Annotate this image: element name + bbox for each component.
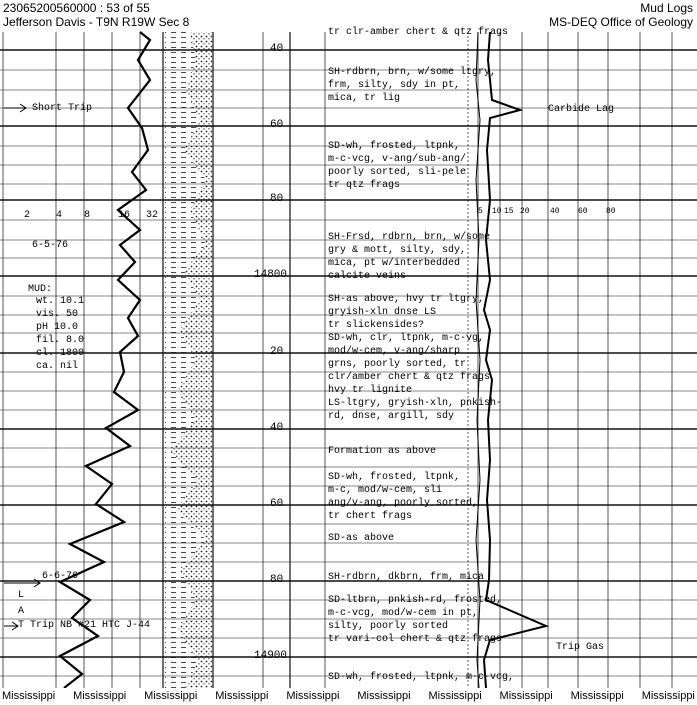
date-note: 6-5-76: [32, 240, 69, 251]
mark-l: L: [18, 590, 25, 601]
lith-line: SD-ltbrn, pnkish-rd, frosted,: [328, 595, 503, 606]
lith-line: tr vari-col chert & qtz frags: [328, 634, 503, 645]
depth-label: 40: [270, 43, 284, 55]
scale-right: 5: [478, 207, 483, 216]
footer-label: Mississippi: [215, 690, 269, 702]
depth-label: 20: [270, 346, 284, 358]
scale-left: 16: [118, 210, 131, 221]
lith-line: mod/w-cem, v-ang/sharp: [328, 346, 461, 357]
footer-label: Mississippi: [570, 690, 624, 702]
trip-note: T Trip NB #21 HTC J-44: [18, 620, 151, 631]
lith-line: tr qtz frags: [328, 180, 401, 191]
lith-line: SD-wh, frosted, ltpnk, m-c-vcg,: [328, 672, 515, 683]
mud-line: ca. nil: [36, 361, 79, 372]
lith-line: tr slickensides?: [328, 320, 425, 331]
lith-line: gry & mott, silty, sdy,: [328, 245, 467, 256]
footer-label: Mississippi: [641, 690, 695, 702]
lith-line: m-c-vcg, v-ang/sub-ang/: [328, 154, 467, 165]
short-trip-note: Short Trip: [32, 103, 93, 114]
lith-line: Formation as above: [328, 446, 437, 457]
lith-line: rd, dnse, argill, sdy: [328, 411, 455, 422]
lith-line: tr clr-amber chert & qtz frags: [328, 27, 509, 38]
depth-label: 80: [270, 193, 284, 205]
depth-label: 60: [270, 119, 284, 131]
depth-label: 80: [270, 574, 284, 586]
lith-line: tr chert frags: [328, 511, 413, 522]
lith-line: poorly sorted, sli-pele: [328, 167, 467, 178]
footer-label: Mississippi: [357, 690, 411, 702]
lith-line: SD-wh, frosted, ltpnk,: [328, 141, 461, 152]
well-id-line: 23065200560000 : 53 of 55: [3, 1, 150, 15]
scale-left: 8: [84, 210, 91, 221]
scale-right: 10: [492, 207, 502, 216]
footer-label: Mississippi: [73, 690, 127, 702]
lith-line: m-c, mod/w-cem, sli: [328, 485, 443, 496]
mark-a: A: [18, 606, 25, 617]
lith-line: hvy tr lignite: [328, 385, 413, 396]
mud-line: fil. 8.0: [36, 335, 85, 346]
gas-curve: [484, 32, 546, 688]
mud-title: MUD:: [28, 284, 53, 295]
lith-line: SH-rdbrn, brn, w/some ltgry,: [328, 67, 497, 78]
lith-line: gryish-xln dnse LS: [328, 307, 437, 318]
mud-line: vis. 50: [36, 309, 79, 320]
mud-line: cl. 1800: [36, 348, 85, 359]
footer-label: Mississippi: [144, 690, 198, 702]
lith-line: mica, pt w/interbedded: [328, 258, 461, 269]
lith-line: SH-rdbrn, dkbrn, frm, mica: [328, 572, 485, 583]
drill-rate-curve: [60, 32, 150, 688]
depth-label: 14900: [254, 650, 288, 662]
scale-left: 4: [56, 210, 63, 221]
lith-line: SD-wh, clr, ltpnk, m-c-vg,: [328, 333, 485, 344]
scale-right: 15: [504, 207, 514, 216]
left-grid: [3, 32, 263, 688]
footer-label: Mississippi: [2, 690, 56, 702]
depth-label: 40: [270, 422, 284, 434]
lith-line: LS-ltgry, gryish-xln, pnkish-: [328, 398, 503, 409]
depth-label: 14800: [254, 269, 288, 281]
well-location: Jefferson Davis - T9N R19W Sec 8: [3, 15, 190, 29]
doc-type: Mud Logs: [640, 1, 693, 15]
lith-line: m-c-vcg, mod/w-cem in pt,: [328, 608, 479, 619]
scale-right: 80: [606, 207, 616, 216]
mud-line: wt. 10.1: [36, 296, 85, 307]
scale-left: 32: [146, 210, 159, 221]
footer-label: Mississippi: [286, 690, 340, 702]
lith-line: silty, poorly sorted: [328, 621, 449, 632]
mud-line: pH 10.0: [36, 322, 79, 333]
lith-line: grns, poorly sorted, tr: [328, 359, 467, 370]
lith-line: clr/amber chert & qtz frags: [328, 372, 491, 383]
lith-line: SH-Frsd, rdbrn, brn, w/some: [328, 232, 491, 243]
footer-watermark: [0, 688, 697, 705]
lith-line: SH-as above, hvy tr ltgry,: [328, 294, 485, 305]
scale-right: 20: [520, 207, 530, 216]
lith-line: mica, tr lig: [328, 93, 401, 104]
lith-line: SD-wh, frosted, ltpnk,: [328, 472, 461, 483]
lith-line: SD-as above: [328, 533, 395, 544]
annotation-arrows: [4, 104, 40, 630]
scale-left: 2: [24, 210, 31, 221]
lith-line: ang/v-ang, poorly sorted,: [328, 498, 479, 509]
scale-right: 60: [578, 207, 588, 216]
trip-gas-note: Trip Gas: [556, 642, 605, 653]
lith-line: calcite veins: [328, 271, 407, 282]
agency: MS-DEQ Office of Geology: [549, 15, 693, 29]
date-note: 6-6-76: [42, 571, 79, 582]
depth-label: 60: [270, 498, 284, 510]
footer-label: Mississippi: [499, 690, 553, 702]
lith-line: frm, silty, sdy in pt,: [328, 80, 461, 91]
carbide-lag-note: Carbide Lag: [548, 104, 615, 115]
scale-right: 40: [550, 207, 560, 216]
footer-label: Mississippi: [428, 690, 482, 702]
